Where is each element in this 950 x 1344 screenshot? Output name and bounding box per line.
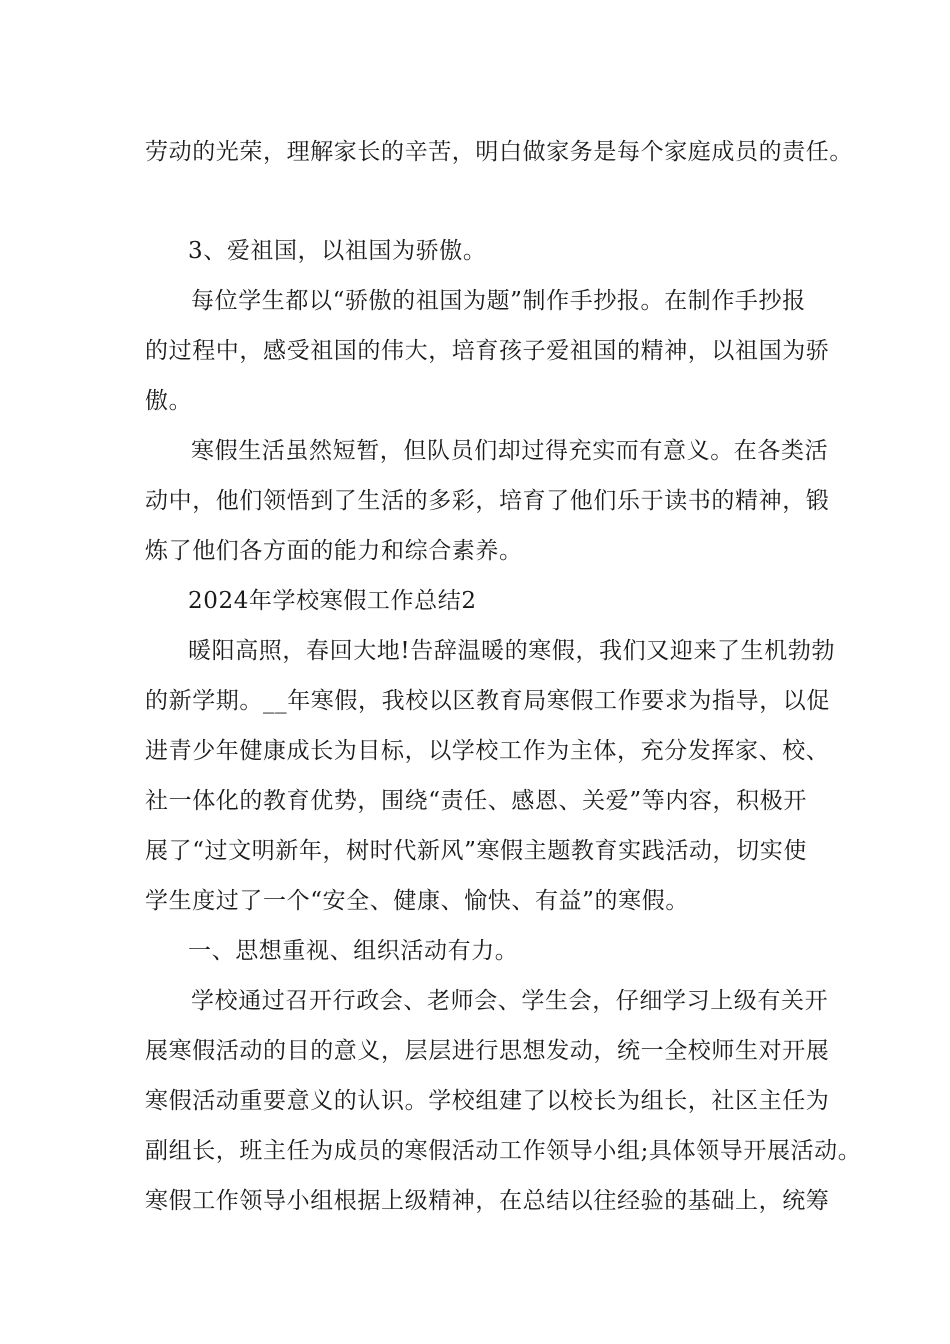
paragraph-line: 学校通过召开行政会、老师会、学生会，仔细学习上级有关开 (191, 988, 829, 1014)
paragraph-line: 寒假工作领导小组根据上级精神，在总结以往经验的基础上，统筹 (145, 1188, 830, 1214)
document-subtitle: 2024年学校寒假工作总结2 (188, 588, 477, 614)
paragraph-line: 的过程中，感受祖国的伟大，培育孩子爱祖国的精神，以祖国为骄 (145, 338, 830, 364)
paragraph-line: 副组长，班主任为成员的寒假活动工作领导小组;具体领导开展活动。 (145, 1138, 862, 1164)
paragraph-line: 每位学生都以“骄傲的祖国为题”制作手抄报。在制作手抄报 (191, 288, 806, 314)
section-heading: 3、爱祖国，以祖国为骄傲。 (188, 238, 487, 264)
paragraph-line: 暖阳高照，春回大地!告辞温暖的寒假，我们又迎来了生机勃勃 (188, 638, 836, 664)
paragraph-line: 展寒假活动的目的意义，层层进行思想发动，统一全校师生对开展 (145, 1038, 830, 1064)
section-heading: 一、思想重视、组织活动有力。 (188, 938, 519, 964)
paragraph-line: 炼了他们各方面的能力和综合素养。 (145, 538, 523, 564)
paragraph-line: 寒假活动重要意义的认识。学校组建了以校长为组长，社区主任为 (145, 1088, 830, 1114)
paragraph-line: 傲。 (145, 388, 193, 414)
text-line: 劳动的光荣，理解家长的辛苦，明白做家务是每个家庭成员的责任。 (145, 139, 853, 165)
paragraph-line: 进青少年健康成长为目标，以学校工作为主体，充分发挥家、校、 (145, 738, 830, 764)
paragraph-line: 动中，他们领悟到了生活的多彩，培育了他们乐于读书的精神，锻 (145, 488, 830, 514)
paragraph-line: 的新学期。__年寒假，我校以区教育局寒假工作要求为指导，以促 (145, 688, 830, 714)
paragraph-line: 寒假生活虽然短暂，但队员们却过得充实而有意义。在各类活 (191, 438, 829, 464)
paragraph-line: 展了“过文明新年，树时代新风”寒假主题教育实践活动，切实使 (145, 838, 807, 864)
paragraph-line: 学生度过了一个“安全、健康、愉快、有益”的寒假。 (145, 888, 689, 914)
paragraph-line: 社一体化的教育优势，围绕“责任、感恩、关爱”等内容，积极开 (145, 788, 807, 814)
